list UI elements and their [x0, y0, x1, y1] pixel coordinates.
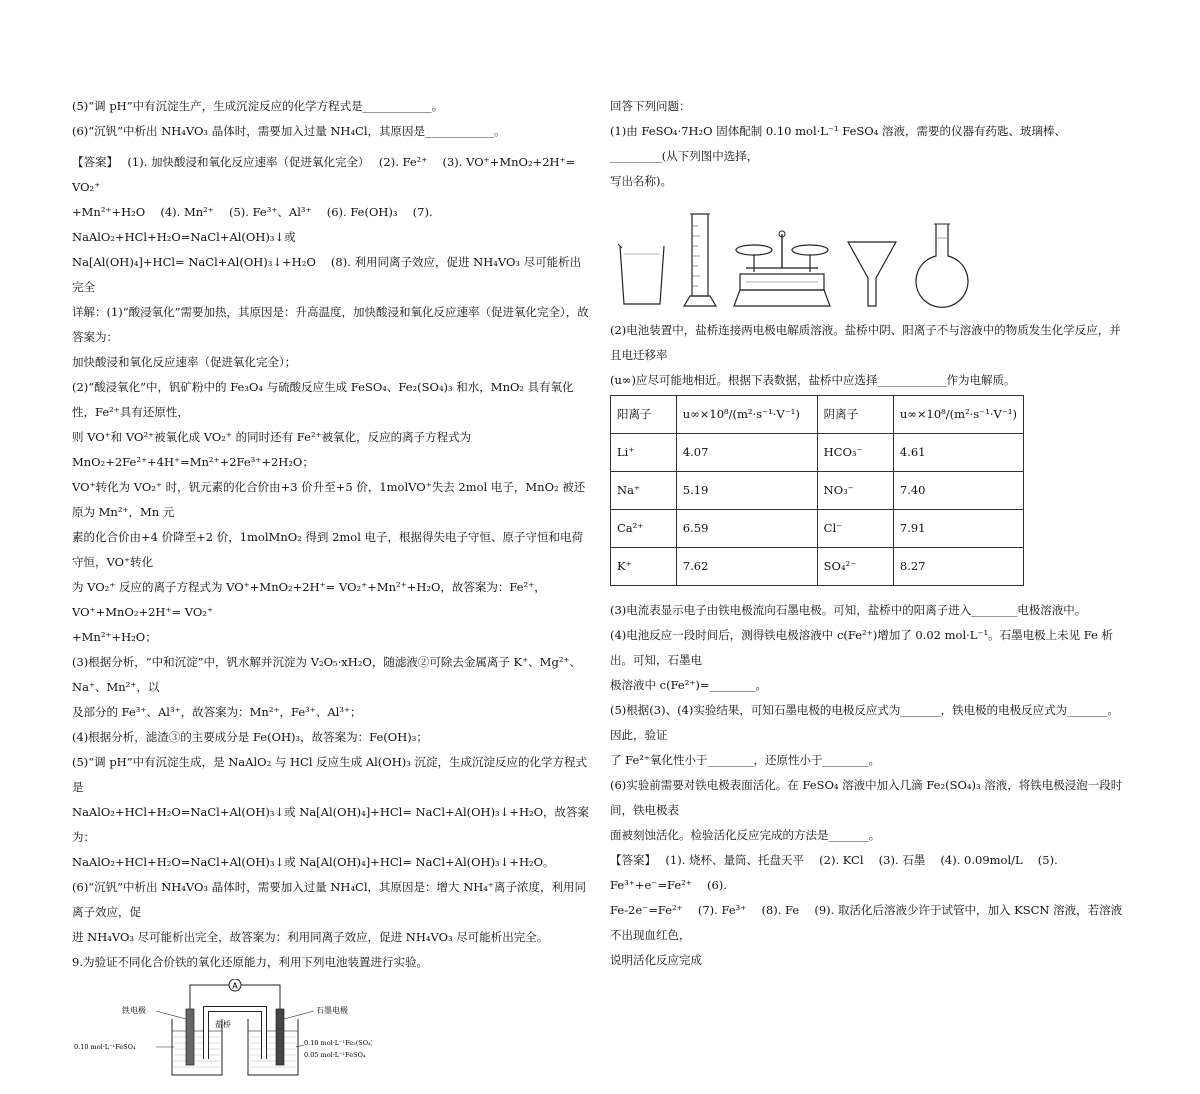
explanation-line: (4)根据分析，滤渣③的主要成分是 Fe(OH)₃，故答案为：Fe(OH)₃； [72, 730, 428, 744]
explanation-line: 素的化合价由+4 价降至+2 价，1molMnO₂ 得到 2mol 电子，根据得失电子守恒、原子守恒和电荷守恒，VO⁺转化 [72, 530, 584, 569]
question-line: 了 Fe²⁺氧化性小于________，还原性小于________。 [610, 753, 880, 767]
ammeter-label: A [232, 981, 238, 991]
iron-electrode [186, 1009, 194, 1065]
question-line: (6)实验前需要对铁电极表面活化。在 FeSO₄ 溶液中加入几滴 Fe₂(SO₄)₃ 溶液，将铁电极浸泡一段时间，铁电极表 [610, 778, 1123, 817]
table-row [611, 434, 1024, 472]
explanation-line: 进 NH₄VO₃ 尽可能析出完全，故答案为：利用同离子效应，促进 NH₄VO₃ 尽可能析出完全。 [72, 930, 549, 944]
graphite-electrode-label: 石墨电极 [316, 1006, 348, 1015]
explanation-line: 为 VO₂⁺ 反应的离子方程式为 VO⁺+MnO₂+2H⁺= VO₂⁺+Mn²⁺+H₂O，故答案为：Fe²⁺，VO⁺+MnO₂+2H⁺= VO₂⁺ [72, 580, 546, 619]
lab-instruments-figure [616, 200, 1130, 308]
table-cell: 7.62 [676, 548, 817, 586]
table-cell: 4.61 [893, 434, 1023, 472]
table-cell: 6.59 [676, 510, 817, 548]
question-line: (4)电池反应一段时间后，测得铁电极溶液中 c(Fe²⁺)增加了 0.02 mol·L⁻¹。石墨电极上未见 Fe 析出。可知，石墨电 [610, 628, 1114, 667]
electrochemical-cell-diagram [72, 979, 372, 1079]
question-line: (1)由 FeSO₄·7H₂O 固体配制 0.10 mol·L⁻¹ FeSO₄ 溶液，需要的仪器有药匙、玻璃棒、_________(从下列图中选择， [610, 124, 1066, 163]
table-cell: K⁺ [611, 548, 677, 586]
table-cell: Na⁺ [611, 472, 677, 510]
explanation-line: (6)“沉钒”中析出 NH₄VO₃ 晶体时，需要加入过量 NH₄Cl，其原因是：增大 NH₄⁺离子浓度，利用同离子效应，促 [72, 880, 586, 919]
table-cell: NO₃⁻ [817, 472, 893, 510]
right-solution-label-2: 0.05 mol·L⁻¹FeSO₄ [304, 1051, 366, 1059]
question-line: (3)电流表显示电子由铁电极流向石墨电极。可知，盐桥中的阳离子进入________电极溶液中。 [610, 603, 1087, 617]
ion-mobility-table [610, 395, 1024, 586]
explanation-line: (2)“酸浸氧化”中，钒矿粉中的 Fe₃O₄ 与硫酸反应生成 FeSO₄、Fe₂(SO₄)₃ 和水，MnO₂ 具有氧化性，Fe²⁺具有还原性， [72, 380, 574, 419]
explanation-line: 加快酸浸和氧化反应速率（促进氧化完全）； [72, 355, 297, 369]
text-line: (5)“调 pH”中有沉淀生产，生成沉淀反应的化学方程式是____________。 [72, 99, 444, 113]
balance-scale-icon [732, 228, 832, 308]
explanation-line: NaAlO₂+HCl+H₂O=NaCl+Al(OH)₃↓或 Na[Al(OH)₄]+HCl= NaCl+Al(OH)₃↓+H₂O，故答案为： [72, 805, 590, 844]
table-header-row [611, 396, 1024, 434]
table-cell: Cl⁻ [817, 510, 893, 548]
table-cell: 8.27 [893, 548, 1023, 586]
answer-line: Na[Al(OH)₄]+HCl= NaCl+Al(OH)₃↓+H₂O (8). 利用同离子效应，促进 NH₄VO₃ 尽可能析出完全 [72, 255, 582, 294]
right-column [610, 94, 1130, 973]
table-cell: Ca²⁺ [611, 510, 677, 548]
table-cell: 7.91 [893, 510, 1023, 548]
explanation-line: +Mn²⁺+H₂O； [72, 630, 157, 644]
graduated-cylinder-icon [682, 212, 718, 308]
answer-line: 【答案】 (1). 烧杯、量筒、托盘天平 (2). KCl (3). 石墨 (4). 0.09mol/L (5). Fe³⁺+e⁻=Fe²⁺ (6). [610, 853, 1058, 892]
left-column [72, 94, 590, 1094]
table-cell: Li⁺ [611, 434, 677, 472]
table-cell: SO₄²⁻ [817, 548, 893, 586]
question-line: 写出名称)。 [610, 174, 672, 188]
question-line: 极溶液中 c(Fe²⁺)=________。 [610, 678, 768, 692]
explanation-line: VO⁺转化为 VO₂⁺ 时，钒元素的化合价由+3 价升至+5 价，1molVO⁺失去 2mol 电子，MnO₂ 被还原为 Mn²⁺，Mn 元 [72, 480, 586, 519]
right-solution-label-1: 0.10 mol·L⁻¹Fe₂(SO₄)₃ [304, 1039, 372, 1047]
table-cell: 7.40 [893, 472, 1023, 510]
explanation-line: (5)“调 pH”中有沉淀生成，是 NaAlO₂ 与 HCl 反应生成 Al(OH)₃ 沉淀，生成沉淀反应的化学方程式是 [72, 755, 587, 794]
battery-apparatus-figure [72, 979, 590, 1088]
text-line: 回答下列问题： [610, 99, 691, 113]
explanation-line: 详解：(1)“酸浸氧化”需要加热，其原因是：升高温度，加快酸浸和氧化反应速率（促进氧化完全），故答案为： [72, 305, 589, 344]
answer-line: +Mn²⁺+H₂O (4). Mn²⁺ (5). Fe³⁺、Al³⁺ (6). Fe(OH)₃ (7). NaAlO₂+HCl+H₂O=NaCl+Al(OH)₃↓或 [72, 205, 433, 244]
graphite-electrode [276, 1009, 284, 1065]
question-line: 面被刻蚀活化。检验活化反应完成的方法是_______。 [610, 828, 881, 842]
question-line: (u∞)应尽可能地相近。根据下表数据，盐桥中应选择____________作为电解质。 [610, 373, 1016, 387]
iron-electrode-label: 铁电极 [122, 1006, 146, 1015]
explanation-line: 则 VO⁺和 VO²⁺被氧化成 VO₂⁺ 的同时还有 Fe²⁺被氧化，反应的离子方程式为 MnO₂+2Fe²⁺+4H⁺=Mn²⁺+2Fe³⁺+2H₂O； [72, 430, 472, 469]
table-header-cell: u∞×10⁸/(m²·s⁻¹·V⁻¹) [676, 396, 817, 434]
table-header-cell: u∞×10⁸/(m²·s⁻¹·V⁻¹) [893, 396, 1023, 434]
explanation-line: NaAlO₂+HCl+H₂O=NaCl+Al(OH)₃↓或 Na[Al(OH)₄]+HCl= NaCl+Al(OH)₃↓+H₂O。 [72, 855, 555, 869]
answer-line: Fe-2e⁻=Fe²⁺ (7). Fe³⁺ (8). Fe (9). 取活化后溶液少许于试管中，加入 KSCN 溶液，若溶液不出现血红色， [610, 903, 1123, 942]
table-header-cell: 阴离子 [817, 396, 893, 434]
table-cell: 5.19 [676, 472, 817, 510]
question-title: 9.为验证不同化合价铁的氧化还原能力，利用下列电池装置进行实验。 [72, 955, 428, 969]
left-solution-label: 0.10 mol·L⁻¹FeSO₄ [74, 1043, 136, 1051]
explanation-line: (3)根据分析，“中和沉淀”中，钒水解并沉淀为 V₂O₅·xH₂O，随滤液②可除去金属离子 K⁺、Mg²⁺、Na⁺、Mn²⁺，以 [72, 655, 581, 694]
funnel-icon [846, 238, 898, 308]
table-cell: 4.07 [676, 434, 817, 472]
answer-line: 【答案】 (1). 加快酸浸和氧化反应速率（促进氧化完全） (2). Fe²⁺ (3). VO⁺+MnO₂+2H⁺= VO₂⁺ [72, 155, 576, 194]
text-line: (6)“沉钒”中析出 NH₄VO₃ 晶体时，需要加入过量 NH₄Cl，其原因是____________。 [72, 124, 506, 138]
answer-line: 说明活化反应完成 [610, 953, 702, 967]
table-row [611, 472, 1024, 510]
table-header-cell: 阳离子 [611, 396, 677, 434]
table-row [611, 510, 1024, 548]
table-cell: HCO₃⁻ [817, 434, 893, 472]
explanation-line: 及部分的 Fe³⁺、Al³⁺，故答案为：Mn²⁺，Fe³⁺、Al³⁺； [72, 705, 362, 719]
volumetric-flask-icon [912, 222, 972, 308]
table-row [611, 548, 1024, 586]
salt-bridge-label: 盐桥 [215, 1020, 231, 1029]
question-line: (5)根据(3)、(4)实验结果，可知石墨电极的电极反应式为_______，铁电极的电极反应式为_______。因此，验证 [610, 703, 1119, 742]
question-line: (2)电池装置中，盐桥连接两电极电解质溶液。盐桥中阴、阳离子不与溶液中的物质发生化学反应，并且电迁移率 [610, 323, 1121, 362]
beaker-icon [616, 240, 668, 308]
